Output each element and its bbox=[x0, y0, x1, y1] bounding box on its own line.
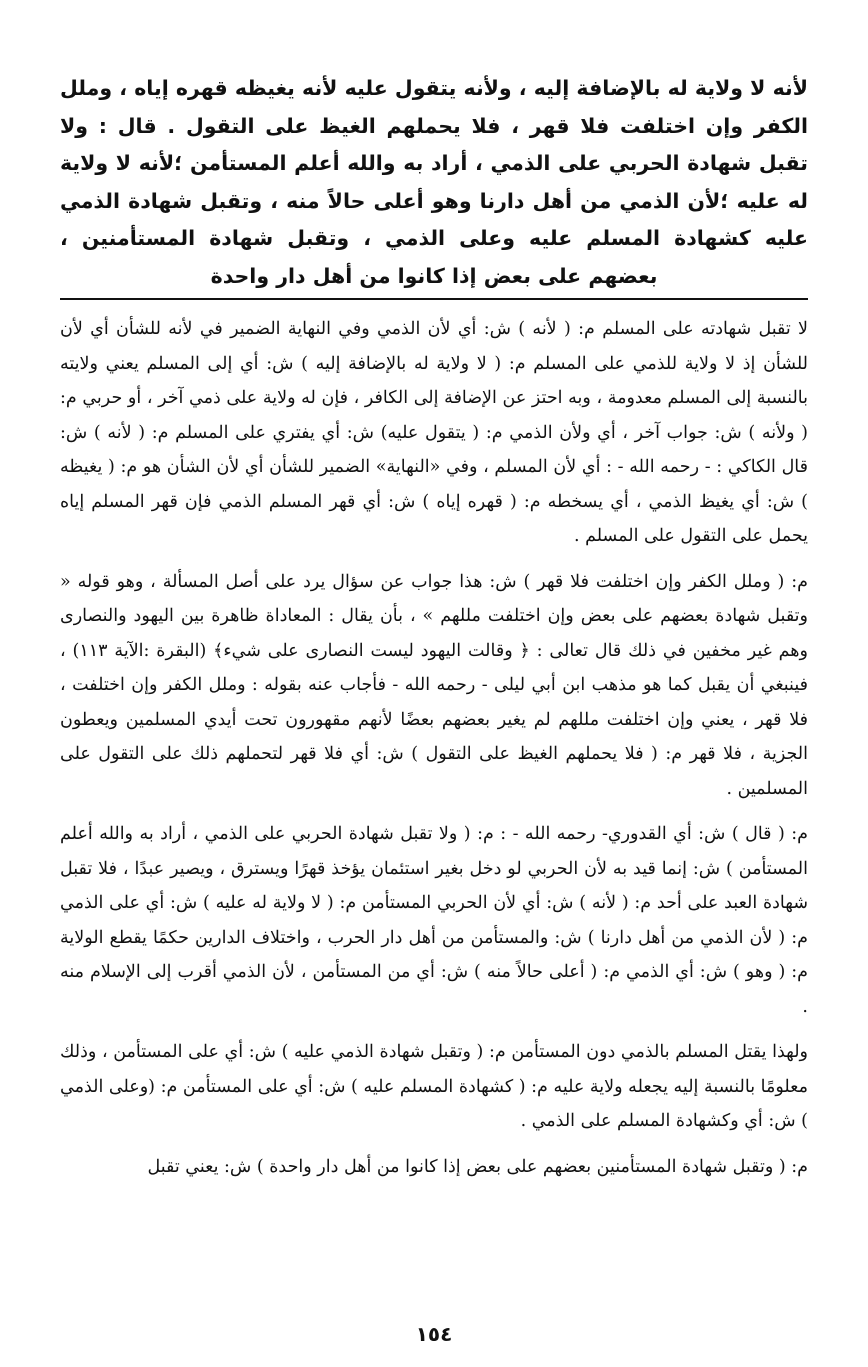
section-divider bbox=[60, 298, 808, 300]
commentary-paragraph: لا تقبل شهادته على المسلم م: ( لأنه ) ش: أي لأن الذمي وفي النهاية الضمير في لأنه للشأن أي لأن للشأن إذ لا ولاية للذمي على المسلم م: ( لا ولاية له بالإضافة إليه ) ش: أي إلى المسلم يعني ولايته بالنسبة إلى المسلم معدومة ، وبه احتز عن الإضافة إلى الكافر ، فإن له ولاية على ذمي آخر ، أو حربي م: ( ولأنه ) ش: جواب آخر ، أي ولأن الذمي م: ( يتقول عليه) ش: أي يفتري على المسلم م: ( لأنه ) ش: قال الكاكي : - رحمه الله - : أي لأن المسلم ، وفي «النهاية» الضمير للشأن أي لأن الشأن هو م: ( يغيظه ) ش: أي يغيظ الذمي ، أي يسخطه م: ( قهره إياه ) ش: أي قهر المسلم الذمي فإن قهر المسلم إياه يحمل على التقول على المسلم . bbox=[60, 319, 808, 546]
commentary-paragraph: ولهذا يقتل المسلم بالذمي دون المستأمن م: ( وتقبل شهادة الذمي عليه ) ش: أي على المستأمن ، وذلك معلومًا بالنسبة إليه يجعله ولاية عليه م: ( كشهادة المسلم عليه ) ش: أي على المستأمن م: (وعلى الذمي ) ش: أي وكشهادة المسلم على الذمي . bbox=[60, 1042, 808, 1131]
commentary-paragraph: م: ( قال ) ش: أي القدوري- رحمه الله - : م: ( ولا تقبل شهادة الحربي على الذمي ، أراد به والله أعلم المستأمن ) ش: إنما قيد به لأن الحربي لو دخل بغير استئمان يؤخذ قهرًا ويسترق ، ويصير عبدًا ، فلا تقبل شهادة العبد على أحد م: ( لأنه ) ش: أي لأن الحربي المستأمن م: ( لا ولاية له عليه ) ش: أي على الذمي م: ( لأن الذمي من أهل دارنا ) ش: والمستأمن من أهل دار الحرب ، واختلاف الدارين حكمًا يقطع الولاية م: ( وهو ) ش: أي الذمي م: ( أعلى حالاً منه ) ش: أي من المستأمن ، لأن الذمي أقرب إلى الإسلام منه . bbox=[60, 824, 808, 1017]
main-text-matn: لأنه لا ولاية له بالإضافة إليه ، ولأنه يتقول عليه لأنه يغيظه قهره إياه ، وملل الكفر وإن اختلفت فلا قهر ، فلا يحملهم الغيظ على التقول . قال : ولا تقبل شهادة الحربي على الذمي ، أراد به والله أعلم المستأمن ؛لأنه لا ولاية له عليه ؛لأن الذمي من أهل دارنا وهو أعلى حالاً منه ، وتقبل شهادة الذمي عليه كشهادة المسلم عليه وعلى الذمي ، وتقبل شهادة المستأمنين ، بعضهم على بعض إذا كانوا من أهل دار واحدة bbox=[60, 76, 808, 288]
commentary-paragraph: م: ( وملل الكفر وإن اختلفت فلا قهر ) ش: هذا جواب عن سؤال يرد على أصل المسألة ، وهو قوله « وتقبل شهادة بعضهم على بعض وإن اختلفت مللهم » ، بأن يقال : المعاداة ظاهرة بين اليهود والنصارى وهم غير مخفين في ذلك قال تعالى : ﴿ وقالت اليهود ليست النصارى على شيء﴾ (البقرة :الآية ١١٣) ، فينبغي أن يقبل كما هو مذهب ابن أبي ليلى - رحمه الله - فأجاب عنه بقوله : وملل الكفر وإن اختلفت ، فلا قهر ، يعني وإن اختلفت مللهم لم يغير بعضهم بعضًا لأنهم مقهورون تحت أيدي المسلمين ويعطون الجزية ، فلا قهر م: ( فلا يحملهم الغيظ على التقول ) ش: أي فلا قهر لتحملهم ذلك على التقول على المسلمين . bbox=[60, 571, 808, 799]
commentary-paragraph: م: ( وتقبل شهادة المستأمنين بعضهم على بعض إذا كانوا من أهل دار واحدة ) ش: يعني تقبل bbox=[147, 1156, 808, 1177]
page-number: ١٥٤ bbox=[415, 1322, 453, 1346]
commentary-sharh bbox=[60, 312, 808, 1195]
